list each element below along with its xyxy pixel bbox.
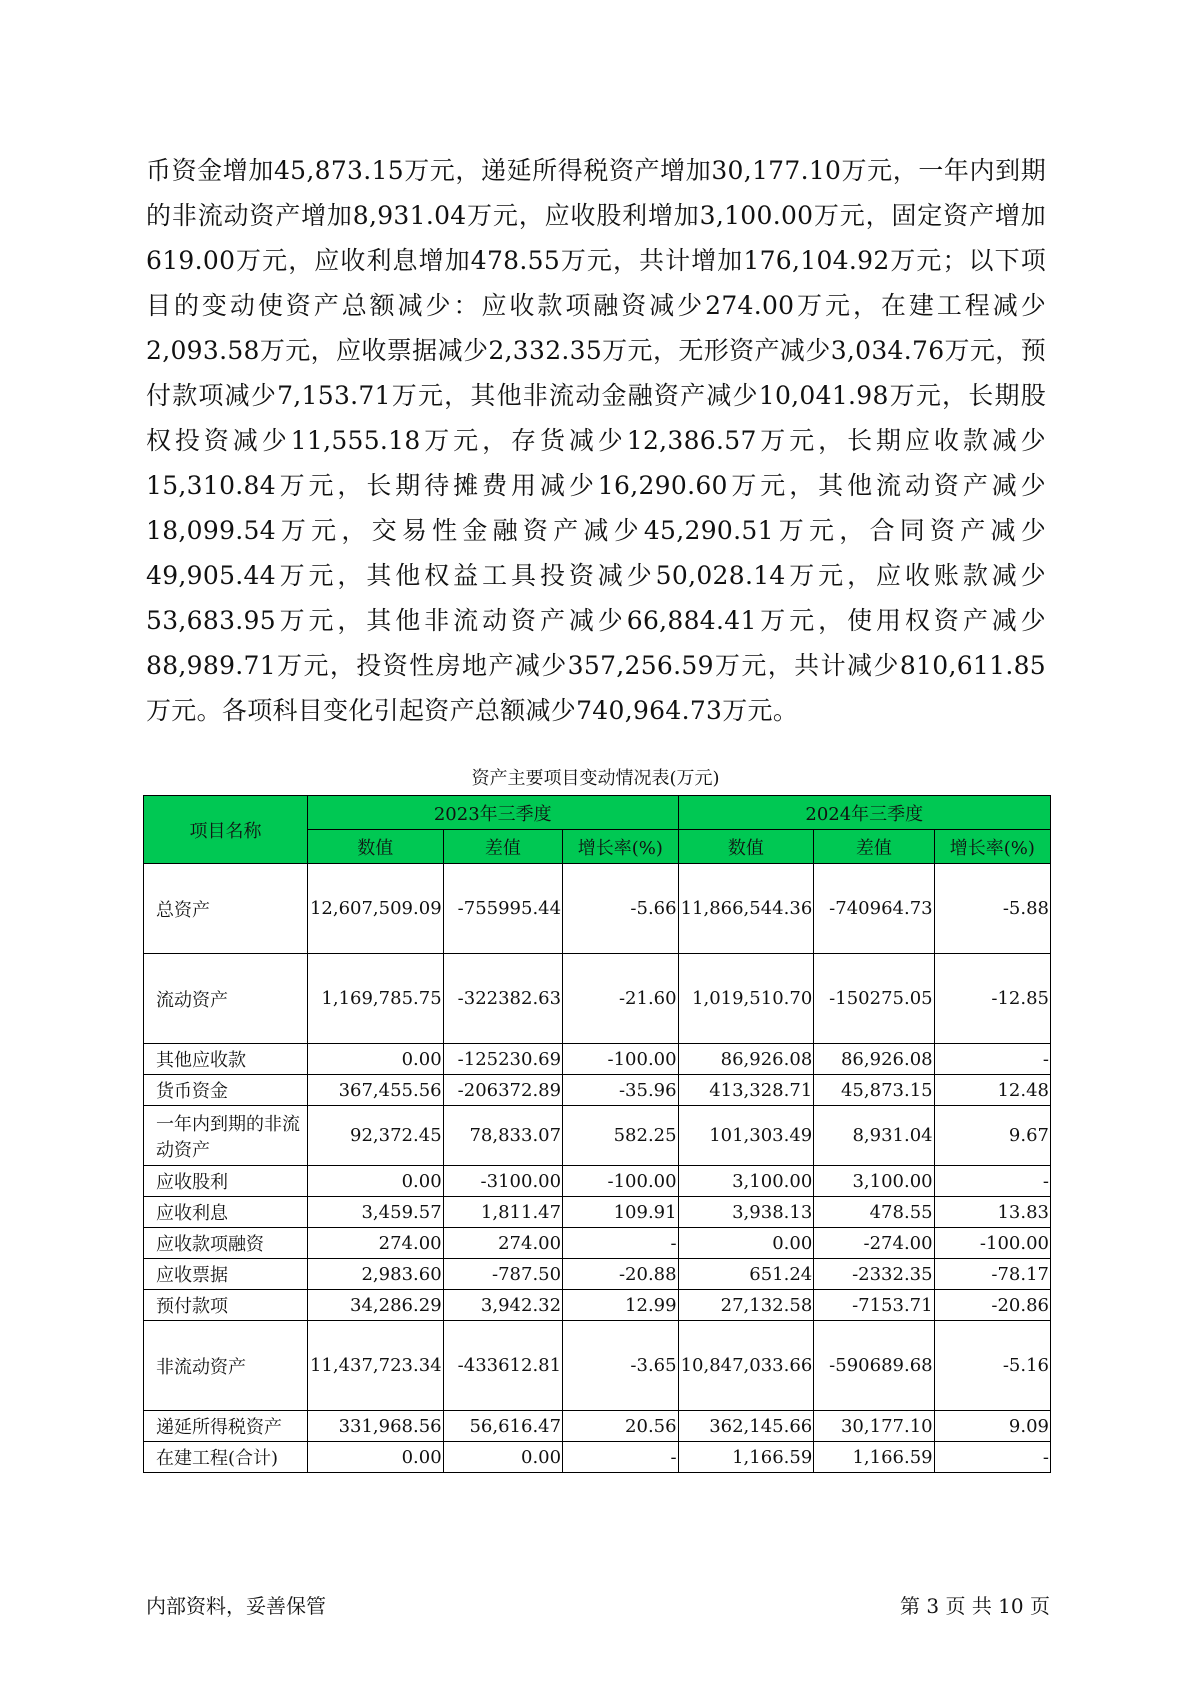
rate-2023: -: [563, 1228, 679, 1259]
row-label: 应收利息: [144, 1197, 308, 1228]
diff-2023: -3100.00: [443, 1166, 562, 1197]
table-row: [144, 1075, 1051, 1106]
value-2024: 27,132.58: [678, 1290, 814, 1321]
header-value-2023: 数值: [307, 830, 443, 864]
value-2024: 86,926.08: [678, 1044, 814, 1075]
rate-2023: -100.00: [563, 1044, 679, 1075]
diff-2023: -322382.63: [443, 954, 562, 1044]
value-2024: 3,938.13: [678, 1197, 814, 1228]
rate-2023: 582.25: [563, 1106, 679, 1166]
rate-2024: -: [934, 1442, 1050, 1473]
rate-2023: -3.65: [563, 1321, 679, 1411]
value-2023: 12,607,509.09: [307, 864, 443, 954]
value-2023: 0.00: [307, 1166, 443, 1197]
rate-2023: -20.88: [563, 1259, 679, 1290]
diff-2024: -7153.71: [814, 1290, 934, 1321]
diff-2023: 0.00: [443, 1442, 562, 1473]
row-label: 总资产: [144, 864, 308, 954]
rate-2024: -100.00: [934, 1228, 1050, 1259]
value-2023: 367,455.56: [307, 1075, 443, 1106]
row-label: 货币资金: [144, 1075, 308, 1106]
table-row: [144, 1044, 1051, 1075]
value-2024: 11,866,544.36: [678, 864, 814, 954]
rate-2024: -5.16: [934, 1321, 1050, 1411]
diff-2023: -125230.69: [443, 1044, 562, 1075]
table-row: [144, 1411, 1051, 1442]
table-caption: 资产主要项目变动情况表(万元): [471, 768, 720, 789]
value-2024: 10,847,033.66: [678, 1321, 814, 1411]
row-label: 应收款项融资: [144, 1228, 308, 1259]
diff-2024: 86,926.08: [814, 1044, 934, 1075]
diff-2023: -787.50: [443, 1259, 562, 1290]
diff-2023: -206372.89: [443, 1075, 562, 1106]
diff-2024: 1,166.59: [814, 1442, 934, 1473]
header-diff-2024: 差值: [814, 830, 934, 864]
rate-2024: -20.86: [934, 1290, 1050, 1321]
row-label: 其他应收款: [144, 1044, 308, 1075]
rate-2024: 9.67: [934, 1106, 1050, 1166]
value-2023: 0.00: [307, 1044, 443, 1075]
value-2023: 2,983.60: [307, 1259, 443, 1290]
header-diff-2023: 差值: [443, 830, 562, 864]
value-2024: 3,100.00: [678, 1166, 814, 1197]
value-2023: 92,372.45: [307, 1106, 443, 1166]
table-row: [144, 1442, 1051, 1473]
header-period-2024: 2024年三季度: [678, 796, 1050, 830]
table-row: [144, 1321, 1051, 1411]
header-value-2024: 数值: [678, 830, 814, 864]
table-row: [144, 954, 1051, 1044]
diff-2023: 3,942.32: [443, 1290, 562, 1321]
row-label: 应收股利: [144, 1166, 308, 1197]
header-period-2023: 2023年三季度: [307, 796, 678, 830]
diff-2024: 8,931.04: [814, 1106, 934, 1166]
row-label: 递延所得税资产: [144, 1411, 308, 1442]
value-2024: 362,145.66: [678, 1411, 814, 1442]
value-2023: 34,286.29: [307, 1290, 443, 1321]
rate-2023: -35.96: [563, 1075, 679, 1106]
value-2024: 1,019,510.70: [678, 954, 814, 1044]
diff-2024: -590689.68: [814, 1321, 934, 1411]
row-label: 应收票据: [144, 1259, 308, 1290]
header-item-name: 项目名称: [144, 796, 308, 864]
rate-2024: 9.09: [934, 1411, 1050, 1442]
table-row: [144, 1197, 1051, 1228]
value-2023: 274.00: [307, 1228, 443, 1259]
diff-2024: -740964.73: [814, 864, 934, 954]
diff-2023: 78,833.07: [443, 1106, 562, 1166]
diff-2024: 45,873.15: [814, 1075, 934, 1106]
rate-2023: -: [563, 1442, 679, 1473]
value-2023: 11,437,723.34: [307, 1321, 443, 1411]
value-2024: 1,166.59: [678, 1442, 814, 1473]
rate-2024: -12.85: [934, 954, 1050, 1044]
value-2023: 331,968.56: [307, 1411, 443, 1442]
value-2024: 0.00: [678, 1228, 814, 1259]
rate-2023: 20.56: [563, 1411, 679, 1442]
diff-2023: -433612.81: [443, 1321, 562, 1411]
value-2024: 651.24: [678, 1259, 814, 1290]
table-row: [144, 1290, 1051, 1321]
header-rate-2023: 增长率(%): [563, 830, 679, 864]
rate-2024: 12.48: [934, 1075, 1050, 1106]
value-2024: 413,328.71: [678, 1075, 814, 1106]
diff-2024: -274.00: [814, 1228, 934, 1259]
table-row: [144, 864, 1051, 954]
diff-2024: 478.55: [814, 1197, 934, 1228]
diff-2023: 274.00: [443, 1228, 562, 1259]
table-row: [144, 1228, 1051, 1259]
rate-2023: -5.66: [563, 864, 679, 954]
diff-2024: 3,100.00: [814, 1166, 934, 1197]
value-2023: 1,169,785.75: [307, 954, 443, 1044]
value-2023: 0.00: [307, 1442, 443, 1473]
rate-2024: 13.83: [934, 1197, 1050, 1228]
rate-2024: -5.88: [934, 864, 1050, 954]
rate-2023: -21.60: [563, 954, 679, 1044]
row-label: 流动资产: [144, 954, 308, 1044]
rate-2023: 109.91: [563, 1197, 679, 1228]
row-label: 一年内到期的非流动资产: [144, 1106, 308, 1166]
table-row: [144, 1259, 1051, 1290]
diff-2024: -2332.35: [814, 1259, 934, 1290]
row-label: 在建工程(合计): [144, 1442, 308, 1473]
rate-2023: 12.99: [563, 1290, 679, 1321]
asset-change-table: [143, 795, 1051, 1473]
row-label: 非流动资产: [144, 1321, 308, 1411]
rate-2023: -100.00: [563, 1166, 679, 1197]
footer-confidential-note: 内部资料，妥善保管: [146, 1594, 326, 1618]
header-rate-2024: 增长率(%): [934, 830, 1050, 864]
rate-2024: -: [934, 1044, 1050, 1075]
value-2024: 101,303.49: [678, 1106, 814, 1166]
diff-2024: 30,177.10: [814, 1411, 934, 1442]
table-row: [144, 1106, 1051, 1166]
page-number: 第 3 页 共 10 页: [900, 1594, 1050, 1618]
rate-2024: -: [934, 1166, 1050, 1197]
row-label: 预付款项: [144, 1290, 308, 1321]
rate-2024: -78.17: [934, 1259, 1050, 1290]
diff-2023: 56,616.47: [443, 1411, 562, 1442]
table-row: [144, 1166, 1051, 1197]
diff-2024: -150275.05: [814, 954, 934, 1044]
body-paragraph: 币资金增加45,873.15万元，递延所得税资产增加30,177.10万元，一年内到期的非流动资产增加8,931.04万元，应收股利增加3,100.00万元，固定资产增加619.00万元，应收利息增加478.55万元，共计增加176,104.92万元；以下项目的变动使资产总额减少：应收款项融资减少274.00万元，在建工程减少2,093.58万元，应收票据减少2,332.35万元，无形资产减少3,034.76万元，预付款项减少7,153.71万元，其他非流动金融资产减少10,041.98万元，长期股权投资减少11,555.18万元，存货减少12,386.57万元，长期应收款减少15,310.84万元，长期待摊费用减少16,290.60万元，其他流动资产减少18,099.54万元，交易性金融资产减少45,290.51万元，合同资产减少49,905.44万元，其他权益工具投资减少50,028.14万元，应收账款减少53,683.95万元，其他非流动资产减少66,884.41万元，使用权资产减少88,989.71万元，投资性房地产减少357,256.59万元，共计减少810,611.85万元。各项科目变化引起资产总额减少740,964.73万元。: [146, 156, 1046, 725]
value-2023: 3,459.57: [307, 1197, 443, 1228]
diff-2023: -755995.44: [443, 864, 562, 954]
diff-2023: 1,811.47: [443, 1197, 562, 1228]
